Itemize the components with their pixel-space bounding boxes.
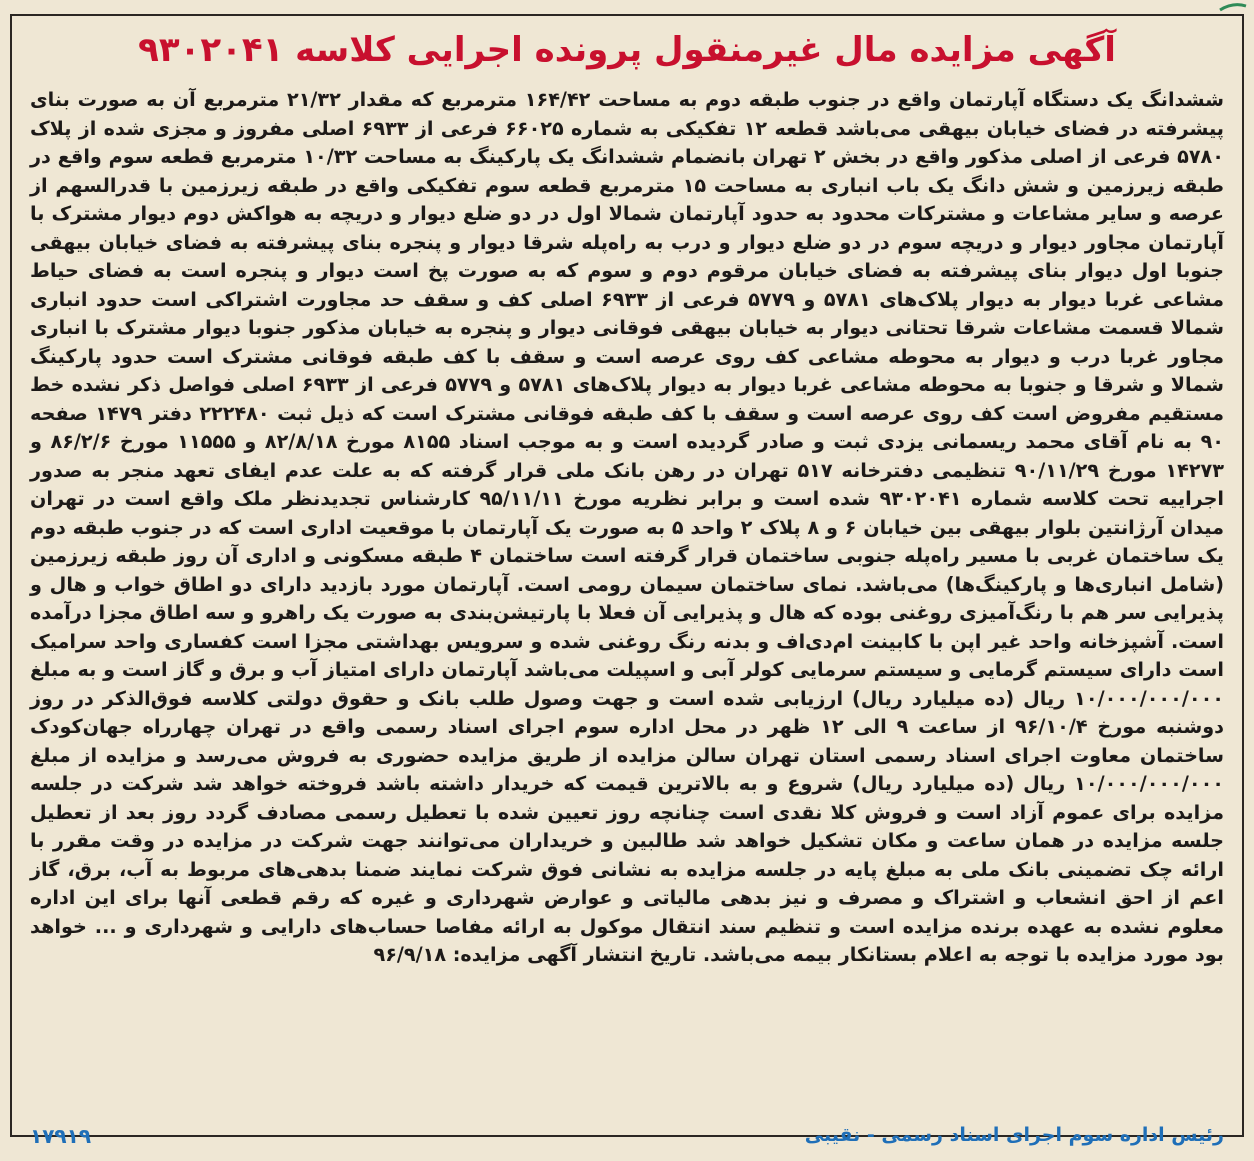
notice-footer [30, 1124, 1224, 1154]
green-corner-mark-icon [1218, 0, 1248, 12]
ad-code: ۱۷۹۱۹ [30, 1124, 92, 1148]
notice-body [30, 86, 1224, 970]
notice-title: آگهی مزایده مال غیرمنقول پرونده اجرایی کلاسه ۹۳۰۲۰۴۱ [138, 30, 1116, 70]
notice-body-text: ششدانگ یک دستگاه آپارتمان واقع در جنوب طبقه دوم به مساحت ۱۶۴/۴۲ مترمربع که مقدار ۲۱/۳۲ مترمربع آن به صورت بنای پیشرفته در فضای خیابان بیهقی می‌باشد قطعه ۱۲ تفکیکی به شماره ۶۶۰۲۵ فرعی از ۶۹۳۳ اصلی مفروز و مجزی شده از پلاک ۵۷۸۰ فرعی از اصلی مذکور واقع در بخش ۲ تهران بانضمام ششدانگ یک پارکینگ به مساحت ۱۰/۳۲ مترمربع قطعه سوم واقع در طبقه زیرزمین و شش دانگ یک باب انباری به مساحت ۱۵ مترمربع قطعه سوم تفکیکی واقع در طبقه زیرزمین با قدرالسهم از عرصه و سایر مشاعات و مشترکات محدود به حدود آپارتمان شمالا اول در دو ضلع دیوار و دریچه به هواکش دوم دیوار مشترک با آپارتمان مجاور دیوار و دریچه سوم در دو ضلع دیوار و درب به راه‌پله شرقا دیوار و پنجره بنای پیشرفته به فضای خیابان بیهقی جنوبا اول دیوار بنای پیشرفته به فضای خیابان مرقوم دوم و سوم که به صورت پخ است دیوار و پنجره است به فضای حیاط مشاعی غربا دیوار به دیوار پلاک‌های ۵۷۸۱ و ۵۷۷۹ فرعی از ۶۹۳۳ اصلی کف و سقف حد مجاورت اشتراکی است حدود انباری شمالا قسمت مشاعات شرقا تحتانی دیوار به خیابان بیهقی فوقانی دیوار و پنجره به خیابان مذکور جنوبا دیوار مشترک با انباری مجاور غربا درب و دیوار به محوطه مشاعی کف روی عرصه است و سقف با کف طبقه فوقانی مشترک است حدود پارکینگ شمالا و شرقا و جنوبا به محوطه مشاعی غربا دیوار به دیوار پلاک‌های ۵۷۸۱ و ۵۷۷۹ فرعی از ۶۹۳۳ اصلی فواصل ذکر نشده خط مستقیم مفروض است کف روی عرصه است و سقف با کف طبقه فوقانی مشترک است که ذیل ثبت ۲۲۲۴۸۰ دفتر ۱۴۷۹ صفحه ۹۰ به نام آقای محمد ریسمانی یزدی ثبت و صادر گردیده است و به موجب اسناد ۸۱۵۵ مورخ ۸۲/۸/۱۸ و ۱۱۵۵۵ مورخ ۸۶/۲/۶ و ۱۴۲۷۳ مورخ ۹۰/۱۱/۲۹ تنظیمی دفترخانه ۵۱۷ تهران در رهن بانک ملی قرار گرفته که به علت عدم ایفای تعهد منجر به صدور اجراییه تحت کلاسه شماره ۹۳۰۲۰۴۱ شده است و برابر نظریه مورخ ۹۵/۱۱/۱۱ کارشناس تجدیدنظر ملک واقع است در تهران میدان آرژانتین بلوار بیهقی بین خیابان ۶ و ۸ پلاک ۲ واحد ۵ به صورت یک آپارتمان با موقعیت اداری است که در جنوب طبقه دوم یک ساختمان غربی با مسیر راه‌پله جنوبی ساختمان قرار گرفته است ساختمان ۴ طبقه مسکونی و اداری آن روز طبقه زیرزمین (شامل انباری‌ها و پارکینگ‌ها) می‌باشد. نمای ساختمان سیمان رومی است. آپارتمان مورد بازدید دارای دو اطاق خواب و هال و پذیرایی سر هم با رنگ‌آمیزی روغنی بوده که هال و پذیرایی آن فعلا با پارتیشن‌بندی به صورت یک راهرو و سه اطاق مجزا درآمده است. آشپزخانه واحد غیر اپن با کابینت ام‌دی‌اف و بدنه رنگ روغنی شده و سرویس بهداشتی مجزا است کفساری واحد سرامیک است دارای سیستم گرمایی و سیستم سرمایی کولر آبی و اسپیلت می‌باشد آپارتمان دارای امتیاز آب و برق و گاز است و به مبلغ ۱۰/۰۰۰/۰۰۰/۰۰۰ ریال (ده میلیارد ریال) ارزیابی شده است و جهت وصول طلب بانک و حقوق دولتی کلاسه فوق‌الذکر در روز دوشنبه مورخ ۹۶/۱۰/۴ از ساعت ۹ الی ۱۲ ظهر در محل اداره سوم اجرای اسناد رسمی واقع در تهران چهارراه جهان‌کودک ساختمان معاوت اجرای اسناد رسمی استان تهران سالن مزایده از طریق مزایده حضوری به فروش می‌رسد و مزایده از مبلغ ۱۰/۰۰۰/۰۰۰/۰۰۰ ریال (ده میلیارد ریال) شروع و به بالاترین قیمت که خریدار داشته باشد فروخته خواهد شد شرکت در جلسه مزایده برای عموم آزاد است و فروش کلا نقدی است چنانچه روز تعیین شده با تعطیل رسمی مصادف گردد روز بعد از تعطیل جلسه مزایده در همان ساعت و مکان تشکیل خواهد شد طالبین و خریداران می‌توانند جهت شرکت در مزایده در وقت مقرر با ارائه چک تضمینی بانک ملی به مبلغ پایه در جلسه مزایده به نشانی فوق شرکت نمایند ضمنا بدهی‌های مربوط به آب، برق، گاز اعم از احق انشعاب و اشتراک و مصرف و نیز بدهی مالیاتی و عوارض شهرداری و غیره که رقم قطعی آنها برای این اداره معلوم نشده به عهده برنده مزایده است و تنظیم سند انتقال موکول به ارائه مفاصا حساب‌های دارایی و شهرداری و ... خواهد بود مورد مزایده با توجه به اعلام بستانکار بیمه می‌باشد. تاریخ انتشار آگهی مزایده: ۹۶/۹/۱۸ [30, 88, 1225, 966]
signer-line: رئیس اداره سوم اجرای اسناد رسمی - نقیبی [804, 1124, 1224, 1146]
